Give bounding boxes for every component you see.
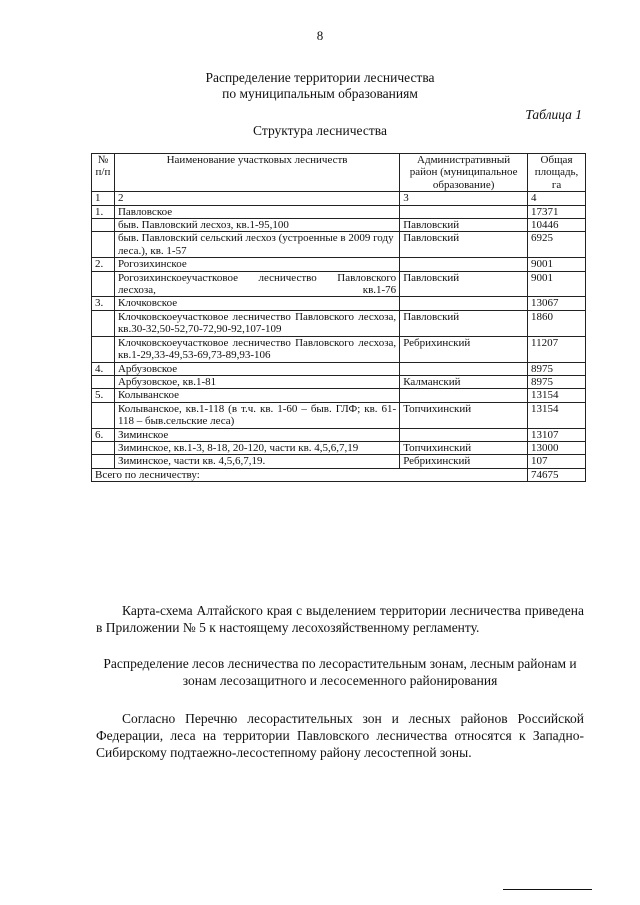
row-area: 9001 xyxy=(528,258,586,271)
row-district xyxy=(400,297,528,310)
row-name: Рогозихинское xyxy=(114,258,399,271)
row-area: 6925 xyxy=(528,232,586,258)
row-area: 13000 xyxy=(528,441,586,454)
total-row xyxy=(92,468,586,481)
row-name: Клочковскоеучастковое лесничество Павловского лесхоза, кв.1-29,33-49,53-69,73-89,93-106 xyxy=(114,336,399,362)
index-cell: 3 xyxy=(400,192,528,205)
row-name: быв. Павловский лесхоз, кв.1-95,100 xyxy=(114,219,399,232)
table-row xyxy=(92,389,586,402)
table-label: Таблица 1 xyxy=(525,107,582,122)
row-area: 8975 xyxy=(528,362,586,375)
row-district: Топчихинский xyxy=(400,441,528,454)
row-district: Павловский xyxy=(400,271,528,297)
section-heading-line2: по муниципальным образованиям xyxy=(222,86,418,101)
row-area: 13107 xyxy=(528,428,586,441)
row-area: 9001 xyxy=(528,271,586,297)
table-row xyxy=(92,310,586,336)
row-num xyxy=(92,219,115,232)
row-area: 11207 xyxy=(528,336,586,362)
row-num xyxy=(92,232,115,258)
row-num: 6. xyxy=(92,428,115,441)
header-row xyxy=(92,154,586,192)
row-num xyxy=(92,310,115,336)
row-name: Клочковскоеучастковое лесничество Павловского лесхоза, кв.30-32,50-52,70-72,90-92,107-109 xyxy=(114,310,399,336)
header-name: Наименование участковых лесничеств xyxy=(114,154,399,192)
row-area: 13067 xyxy=(528,297,586,310)
table-row xyxy=(92,271,586,297)
row-district: Павловский xyxy=(400,232,528,258)
row-name: Колыванское xyxy=(114,389,399,402)
table-row xyxy=(92,375,586,388)
table-row xyxy=(92,362,586,375)
table-row xyxy=(92,402,586,428)
row-num: 2. xyxy=(92,258,115,271)
total-value: 74675 xyxy=(528,468,586,481)
row-name: Зиминское, кв.1-3, 8-18, 20-120, части кв. 4,5,6,7,19 xyxy=(114,441,399,454)
table-row xyxy=(92,336,586,362)
row-name: Зиминское, части кв. 4,5,6,7,19. xyxy=(114,455,399,468)
header-num: № п/п xyxy=(92,154,115,192)
row-district xyxy=(400,389,528,402)
row-name: Колыванское, кв.1-118 (в т.ч. кв. 1-60 – быв. ГЛФ; кв. 61-118 – быв.сельские леса) xyxy=(114,402,399,428)
row-num: 1. xyxy=(92,205,115,218)
table-body xyxy=(92,205,586,482)
table-row xyxy=(92,219,586,232)
row-name: Рогозихинскоеучастковое лесничество Павловского лесхоза, кв.1-76 xyxy=(114,271,399,297)
page-number: 8 xyxy=(316,28,324,43)
row-num xyxy=(92,336,115,362)
map-reference-paragraph: Карта-схема Алтайского края с выделением территории лесничества приведена в Приложении № 5 к настоящему лесохозяйственному регламенту. xyxy=(96,603,584,635)
row-num xyxy=(92,402,115,428)
row-area: 8975 xyxy=(528,375,586,388)
row-name: Арбузовское xyxy=(114,362,399,375)
row-area: 10446 xyxy=(528,219,586,232)
section-heading-line1: Распределение территории лесничества xyxy=(205,70,435,85)
row-area: 1860 xyxy=(528,310,586,336)
row-district: Павловский xyxy=(400,219,528,232)
row-district: Топчихинский xyxy=(400,402,528,428)
row-district: Ребрихинский xyxy=(400,336,528,362)
row-name: Арбузовское, кв.1-81 xyxy=(114,375,399,388)
row-area: 13154 xyxy=(528,402,586,428)
row-num xyxy=(92,441,115,454)
row-district xyxy=(400,428,528,441)
forestry-structure-table xyxy=(91,153,586,482)
row-num: 3. xyxy=(92,297,115,310)
row-district xyxy=(400,258,528,271)
index-cell: 1 xyxy=(92,192,115,205)
row-num xyxy=(92,375,115,388)
table-title: Структура лесничества xyxy=(253,123,387,138)
row-name: Павловское xyxy=(114,205,399,218)
row-district: Павловский xyxy=(400,310,528,336)
index-cell: 2 xyxy=(114,192,399,205)
row-name: Зиминское xyxy=(114,428,399,441)
row-num xyxy=(92,455,115,468)
row-district xyxy=(400,362,528,375)
table-row xyxy=(92,205,586,218)
row-num xyxy=(92,271,115,297)
table-row xyxy=(92,297,586,310)
row-district: Калманский xyxy=(400,375,528,388)
header-district: Административный район (муниципальное образование) xyxy=(400,154,528,192)
footer-rule xyxy=(503,889,592,890)
zoning-paragraph: Согласно Перечню лесорастительных зон и лесных районов Российской Федерации, леса на территории Павловского лесничества относятся к Западно-Сибирскому подтаежно-лесостепному району лесостепной зоны. xyxy=(96,711,584,760)
total-label: Всего по лесничеству: xyxy=(92,468,528,481)
row-num: 4. xyxy=(92,362,115,375)
row-area: 13154 xyxy=(528,389,586,402)
zoning-heading: Распределение лесов лесничества по лесорастительным зонам, лесным районам и зонам лесозащитного и лесосеменного районирования xyxy=(103,656,577,688)
row-num: 5. xyxy=(92,389,115,402)
row-area: 17371 xyxy=(528,205,586,218)
table-row xyxy=(92,441,586,454)
table-row xyxy=(92,258,586,271)
table-row xyxy=(92,428,586,441)
row-district: Ребрихинский xyxy=(400,455,528,468)
row-district xyxy=(400,205,528,218)
row-name: быв. Павловский сельский лесхоз (устроенные в 2009 году леса.), кв. 1-57 xyxy=(114,232,399,258)
row-area: 107 xyxy=(528,455,586,468)
section-heading xyxy=(0,70,640,102)
table-row xyxy=(92,232,586,258)
index-cell: 4 xyxy=(528,192,586,205)
header-area: Общая площадь, га xyxy=(528,154,586,192)
table-row xyxy=(92,455,586,468)
row-name: Клочковское xyxy=(114,297,399,310)
index-row xyxy=(92,192,586,205)
table-header xyxy=(92,154,586,206)
